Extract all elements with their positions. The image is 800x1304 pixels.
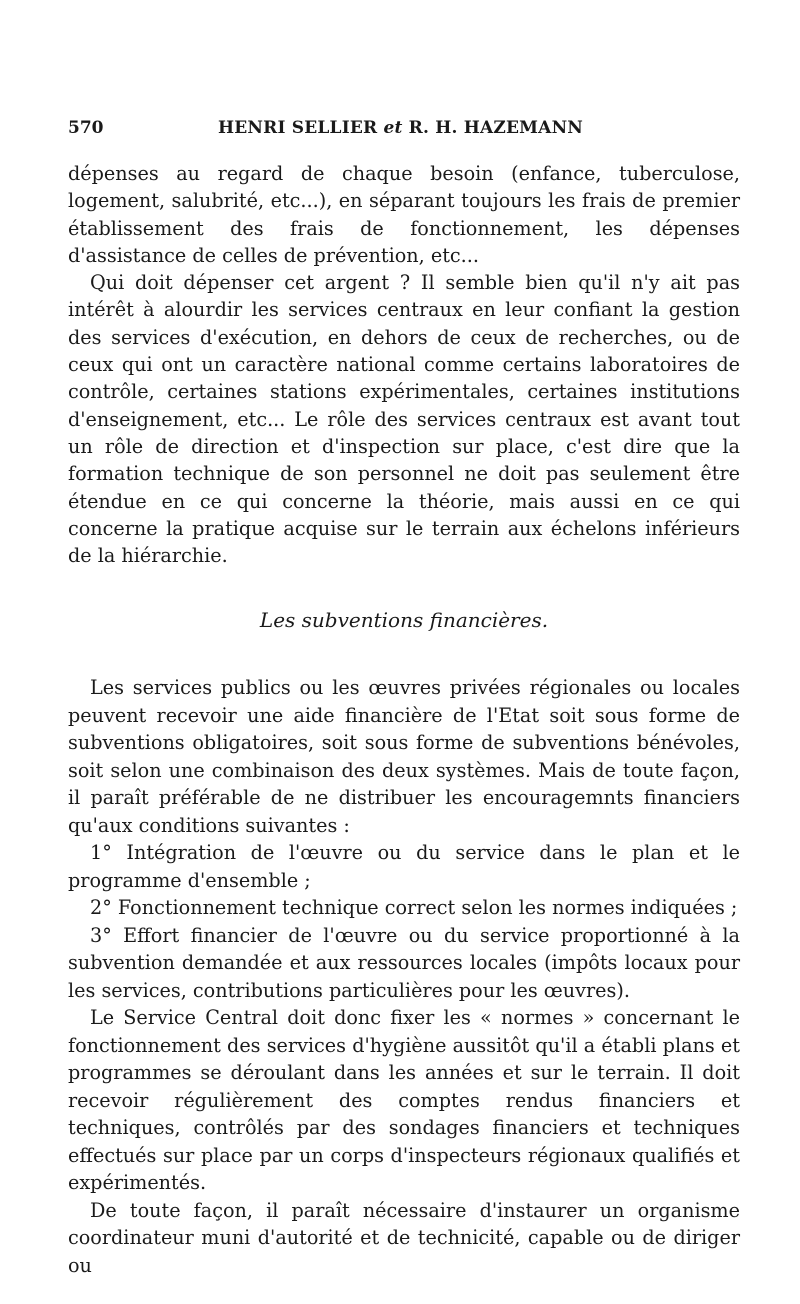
list-item-1: 1° Intégration de l'œuvre ou du service dans le plan et le programme d'ensemble ; (68, 841, 740, 892)
paragraph-who-spends: Qui doit dépenser cet argent ? Il semble bien qu'il n'y ait pas intérêt à alourdir les services centraux en leur confiant la gestion des services d'exécution, en dehors de ceux de recherches, ou de ceux qui ont un caractère national comme certains laboratoires de contrôle, certaines stations expérimentales, certaines institutions d'enseignement, etc... Le rôle des services centraux est avant tout un rôle de direction et d'inspection sur place, c'est dire que la formation technique de son personnel ne doit pas seulement être étendue en ce qui concerne la théorie, mais aussi en ce qui concerne la pratique acquise sur le terrain aux échelons inférieurs de la hiérarchie. (68, 271, 740, 568)
paragraph-intro: Les services publics ou les œuvres privées régionales ou locales peuvent recevoir une aide financière de l'Etat soit sous forme de subventions obligatoires, soit sous forme de subventions bénévoles, soit selon une combinaison des deux systèmes. Mais de toute façon, il paraît préférable de ne distribuer les encouragemnts financiers qu'aux conditions suivantes : (68, 676, 740, 837)
running-head (218, 118, 583, 138)
section-title: Les subventions financières. (259, 608, 549, 633)
paragraph-final: De toute façon, il paraît nécessaire d'instaurer un organisme coordinateur muni d'autorité et de technicité, capable ou de diriger ou (68, 1198, 740, 1277)
list-item-2: 2° Fonctionnement technique correct selon les normes indiquées ; (90, 896, 738, 920)
paragraph-service-central: Le Service Central doit donc fixer les « normes » concernant le fonctionnement des services d'hygiène aussitôt qu'il a établi plans et programmes se déroulant dans les années et sur le terrain. Il doit recevoir régulièrement des comptes rendus financiers et techniques, contrôlés par des sondages financiers et techniques effectués sur place par un corps d'inspecteurs régionaux qualifiés et expérimentés. (68, 1006, 740, 1195)
paragraph-continuation: dépenses au regard de chaque besoin (enfance, tuberculose, logement, salubrité, etc...), en séparant toujours les frais de premier établissement des frais de fonctionnement, les dépenses d'assistance de celles de prévention, etc... (68, 162, 740, 267)
page-number: 570 (68, 118, 104, 138)
page-header (68, 118, 740, 146)
author-left: HENRI SELLIER (218, 118, 378, 138)
author-right: R. H. HAZEMANN (408, 118, 584, 138)
document-page (68, 118, 740, 1279)
section-body (68, 674, 740, 1279)
list-item-3: 3° Effort financier de l'œuvre ou du service proportionné à la subvention demandée et aux ressources locales (impôts locaux pour les services, contributions particulières pour les œuvres). (68, 923, 740, 1002)
author-conjunction: et (383, 118, 403, 138)
